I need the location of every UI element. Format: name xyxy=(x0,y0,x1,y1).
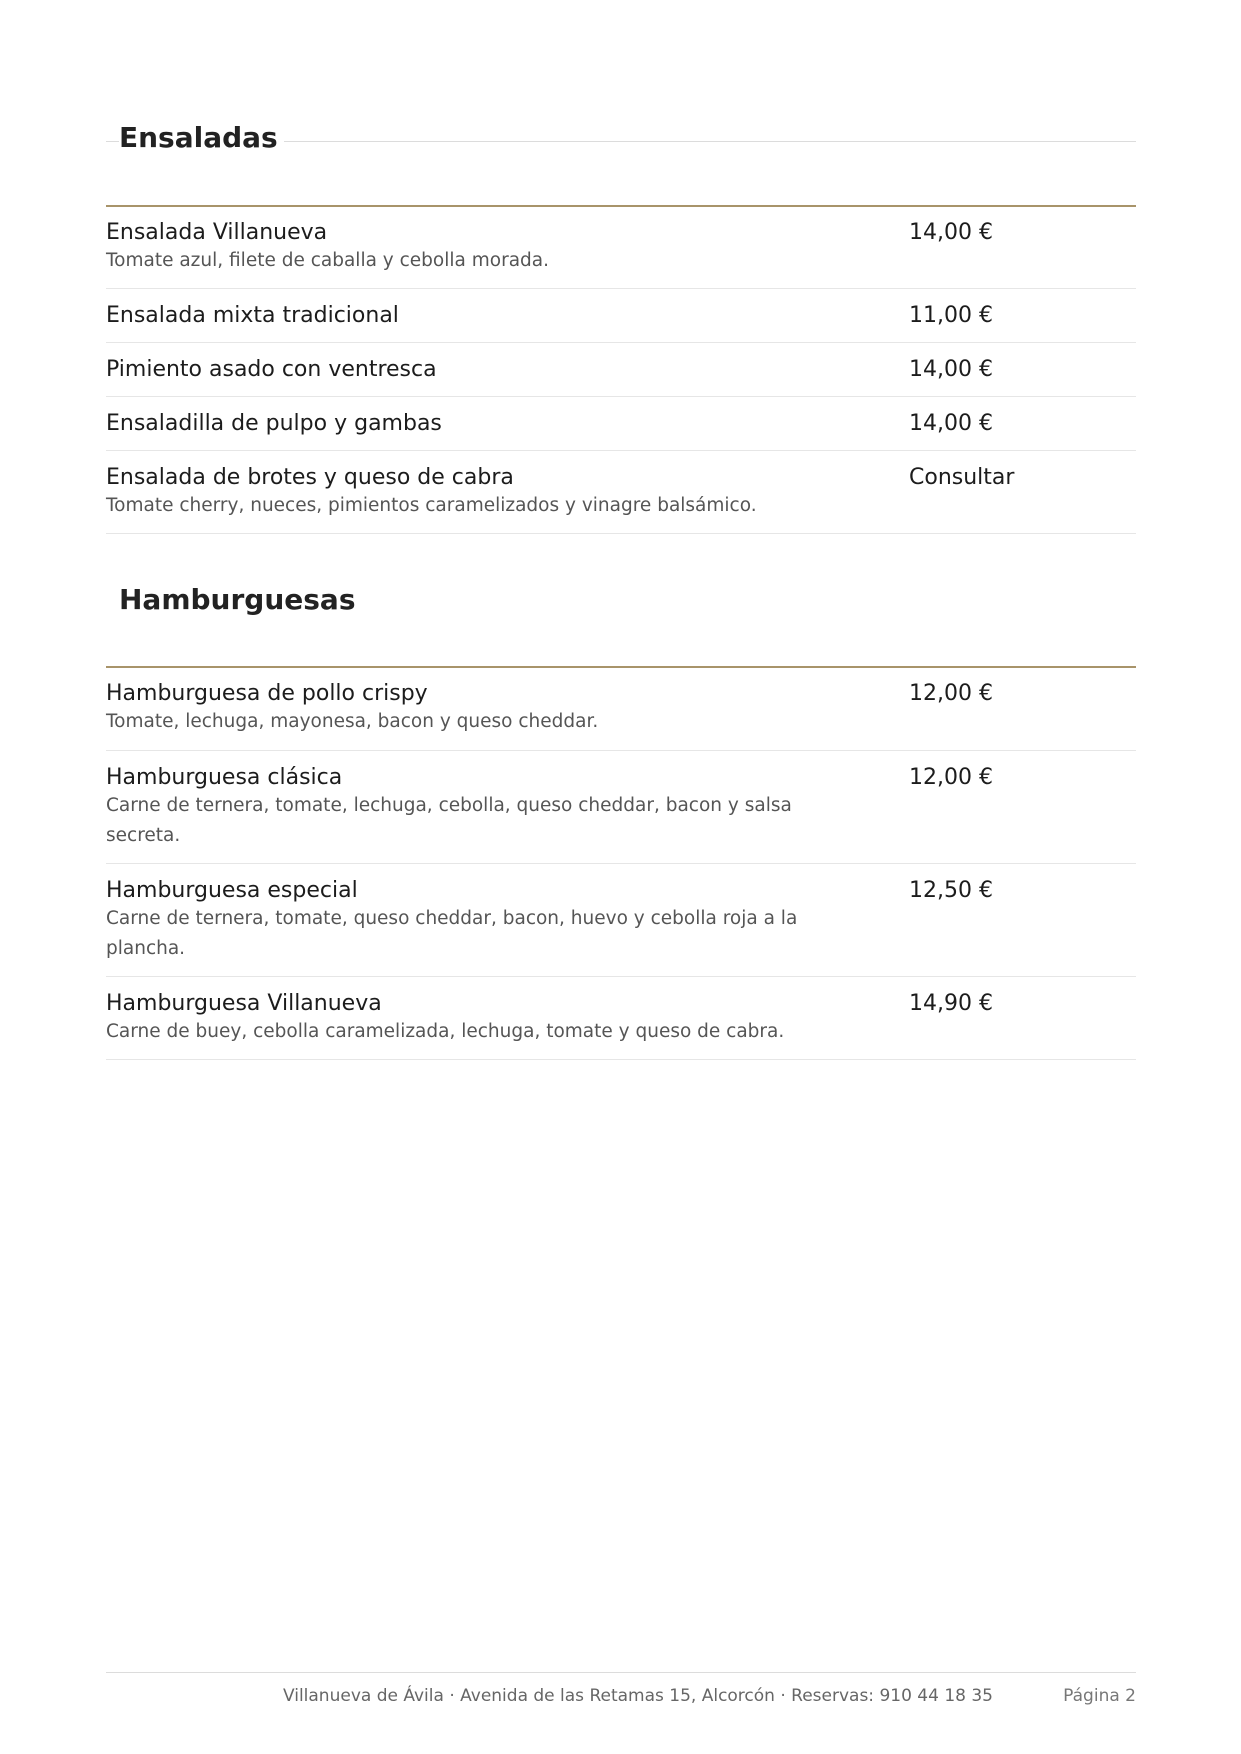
menu-item xyxy=(106,977,1136,1060)
menu-item xyxy=(106,668,1136,751)
menu-item xyxy=(106,289,1136,343)
menu-item xyxy=(106,207,1136,289)
item-price: 11,00 € xyxy=(909,303,993,328)
item-name: Hamburguesa especial xyxy=(106,878,358,903)
item-description: Carne de ternera, tomate, queso cheddar, bacon, huevo y cebolla roja a la plancha. xyxy=(106,908,798,959)
item-description: Carne de buey, cebolla caramelizada, lechuga, tomate y queso de cabra. xyxy=(106,1021,785,1042)
item-description: Tomate azul, filete de caballa y cebolla morada. xyxy=(106,250,549,271)
item-name: Ensaladilla de pulpo y gambas xyxy=(106,411,442,436)
page-number: Página 2 xyxy=(1063,1686,1136,1706)
item-price: 14,90 € xyxy=(909,991,993,1016)
menu-item xyxy=(106,751,1136,864)
section-title: Hamburguesas xyxy=(119,586,361,614)
footer-address: Villanueva de Ávila · Avenida de las Retamas 15, Alcorcón · Reservas: 910 44 18 35 xyxy=(282,1686,993,1706)
item-description: Tomate cherry, nueces, pimientos caramelizados y vinagre balsámico. xyxy=(106,495,757,516)
footer-rule xyxy=(106,1672,1136,1673)
menu-item xyxy=(106,397,1136,451)
item-name: Hamburguesa clásica xyxy=(106,765,343,790)
item-price: 12,50 € xyxy=(909,878,993,903)
item-description: Carne de ternera, tomate, lechuga, cebolla, queso cheddar, bacon y salsa secreta. xyxy=(106,795,792,846)
menu-item xyxy=(106,864,1136,977)
menu-item xyxy=(106,451,1136,534)
menu-page xyxy=(106,0,1136,1754)
item-name: Hamburguesa de pollo crispy xyxy=(106,681,428,706)
item-price: 12,00 € xyxy=(909,681,993,706)
item-price: Consultar xyxy=(909,465,1015,490)
item-description: Tomate, lechuga, mayonesa, bacon y queso cheddar. xyxy=(106,711,599,732)
item-price: 14,00 € xyxy=(909,357,993,382)
item-name: Ensalada Villanueva xyxy=(106,220,328,245)
item-name: Ensalada de brotes y queso de cabra xyxy=(106,465,514,490)
item-price: 12,00 € xyxy=(909,765,993,790)
section-title: Ensaladas xyxy=(119,124,284,152)
item-price: 14,00 € xyxy=(909,220,993,245)
item-name: Pimiento asado con ventresca xyxy=(106,357,437,382)
item-price: 14,00 € xyxy=(909,411,993,436)
item-name: Hamburguesa Villanueva xyxy=(106,991,382,1016)
menu-item xyxy=(106,343,1136,397)
item-name: Ensalada mixta tradicional xyxy=(106,303,399,328)
